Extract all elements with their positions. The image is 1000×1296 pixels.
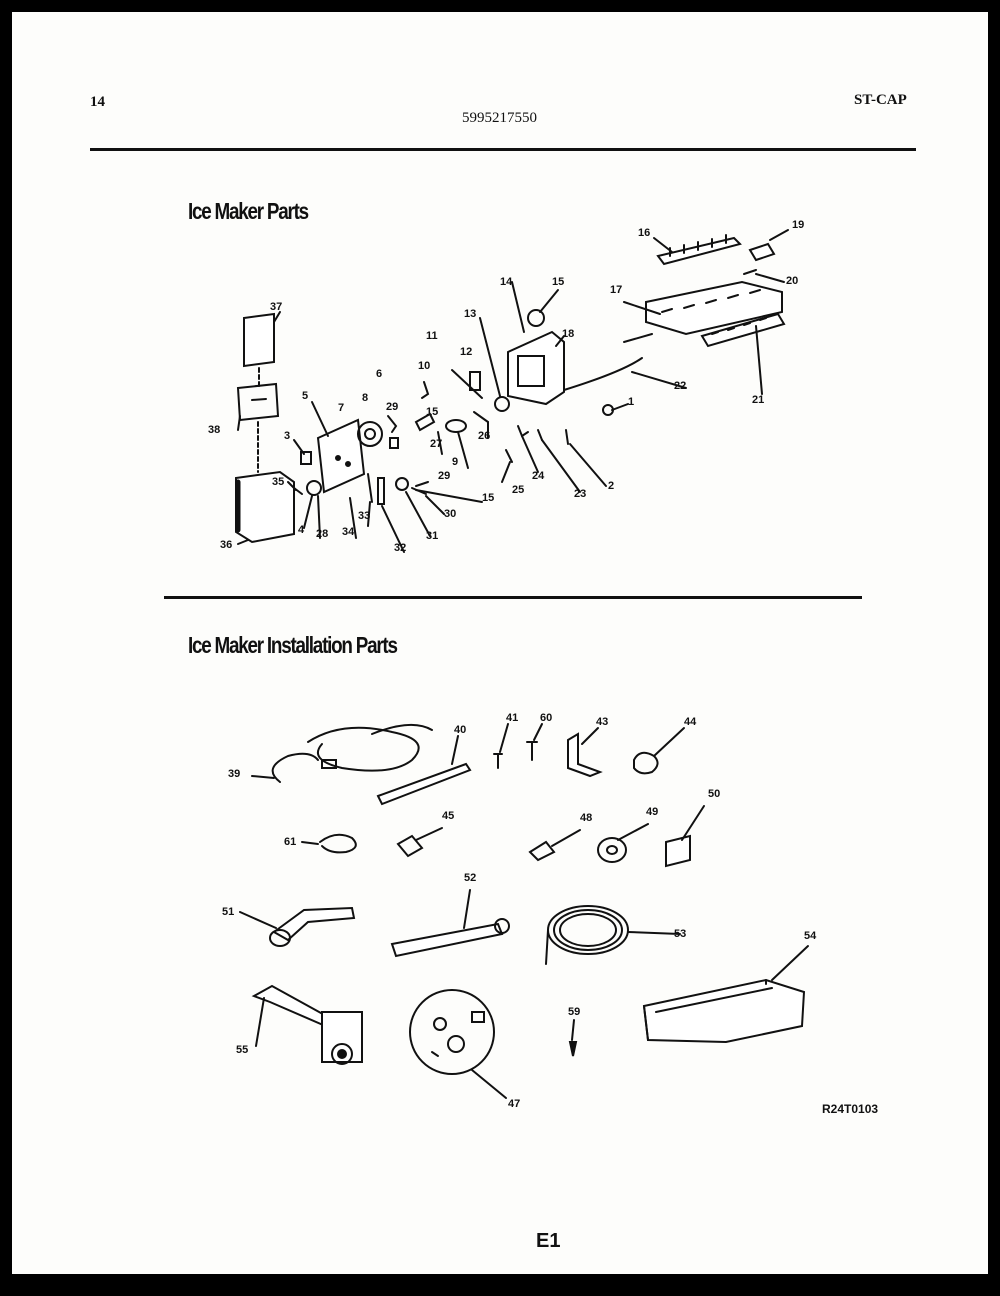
callout: 2 (608, 480, 615, 492)
callout: 19 (792, 219, 805, 231)
part-24 (518, 426, 528, 436)
part-37-plate (244, 314, 274, 366)
part-3 (301, 452, 311, 464)
callout: 15 (426, 406, 439, 418)
callout: 4 (298, 524, 305, 536)
callout: 39 (228, 768, 241, 780)
page-number: 14 (90, 94, 105, 110)
part-48 (530, 842, 554, 860)
part-61-clip (320, 835, 356, 853)
part-53-coil (546, 906, 628, 964)
callout: 9 (452, 456, 459, 468)
callout: 53 (674, 928, 687, 940)
part-38-label (238, 384, 278, 420)
part-51-fill-tube (274, 908, 354, 940)
callout: 13 (464, 308, 477, 320)
part-26 (474, 412, 488, 422)
callout: 29 (386, 401, 399, 413)
part-14-housing (508, 332, 564, 404)
callout: 8 (362, 392, 369, 404)
part-13 (495, 397, 509, 411)
callout: 61 (284, 836, 297, 848)
part-19 (750, 244, 774, 260)
part-6 (388, 416, 396, 432)
part-9 (446, 420, 466, 432)
model-code: ST-CAP (854, 92, 907, 108)
callout: 20 (786, 275, 799, 287)
callout: 41 (506, 712, 519, 724)
callout: 5 (302, 390, 309, 402)
part-60-screw (527, 742, 537, 760)
part-39-wire-harness (273, 725, 432, 782)
callout: 59 (568, 1006, 581, 1018)
callout: 3 (284, 430, 291, 442)
callout: 26 (478, 430, 491, 442)
part-32 (378, 478, 384, 504)
callout: 33 (358, 510, 371, 522)
callout: 49 (646, 806, 659, 818)
part-47-hardware-kit (410, 990, 494, 1074)
part-33 (368, 474, 372, 502)
part-25 (506, 450, 512, 462)
callout: 6 (376, 368, 383, 380)
part-22-wire (564, 358, 642, 390)
part-8-motor (358, 422, 382, 446)
part-54-ice-bin (644, 980, 804, 1042)
installation-parts-title: Ice Maker Installation Parts (188, 632, 397, 658)
callout: 38 (208, 424, 221, 436)
callout: 44 (684, 716, 697, 728)
paper-sheet (12, 12, 988, 1274)
callout: 30 (444, 508, 457, 520)
part-49-washer (598, 838, 626, 862)
callout: 52 (464, 872, 477, 884)
part-23 (538, 430, 542, 440)
callout: 7 (338, 402, 345, 414)
part-43-bracket (568, 734, 600, 776)
callout: 34 (342, 526, 355, 538)
callout: 16 (638, 227, 651, 239)
part-2 (566, 430, 568, 444)
callout: 40 (454, 724, 467, 736)
callout: 28 (316, 528, 329, 540)
callout: 25 (512, 484, 525, 496)
callout: 37 (270, 301, 283, 313)
part-10 (422, 382, 428, 398)
callout: 15 (552, 276, 565, 288)
part-31 (396, 478, 408, 490)
part-number: 5995217550 (462, 110, 537, 126)
callout: 48 (580, 812, 593, 824)
callout: 50 (708, 788, 721, 800)
callout: 47 (508, 1098, 521, 1110)
callout: 12 (460, 346, 473, 358)
callout: 45 (442, 810, 455, 822)
part-52-tube (392, 924, 502, 956)
part-41-screw (494, 754, 502, 768)
reference-code: R24T0103 (822, 1102, 879, 1116)
part-40-tube (378, 764, 470, 804)
callout: 54 (804, 930, 817, 942)
callout: 35 (272, 476, 285, 488)
callout: 51 (222, 906, 235, 918)
ice-maker-parts-title: Ice Maker Parts (188, 198, 308, 224)
callout: 29 (438, 470, 451, 482)
callout: 43 (596, 716, 609, 728)
part-20 (744, 270, 756, 274)
part-15-top (528, 310, 544, 326)
callout: 10 (418, 360, 431, 372)
exploded-parts-drawing (12, 12, 988, 1274)
callout: 23 (574, 488, 587, 500)
callout: 55 (236, 1044, 249, 1056)
callout: 11 (426, 330, 438, 342)
part-55-valve (254, 986, 362, 1064)
callout: 21 (752, 394, 765, 406)
part-11 (452, 370, 482, 398)
part-4-gear (307, 481, 321, 495)
callout: 60 (540, 712, 553, 724)
callout: 15 (482, 492, 495, 504)
part-50 (666, 836, 690, 866)
part-36-cover (236, 472, 294, 542)
callout: 17 (610, 284, 623, 296)
callout: 27 (430, 438, 443, 450)
callout: 31 (426, 530, 439, 542)
part-29 (390, 438, 398, 448)
callout: 1 (628, 396, 635, 408)
callout: 14 (500, 276, 513, 288)
callout: 36 (220, 539, 233, 551)
callout: 32 (394, 542, 407, 554)
callout: 18 (562, 328, 575, 340)
callout: 22 (674, 380, 687, 392)
part-59-screw (570, 1042, 576, 1056)
callout: 24 (532, 470, 545, 482)
page-id: E1 (536, 1230, 561, 1252)
